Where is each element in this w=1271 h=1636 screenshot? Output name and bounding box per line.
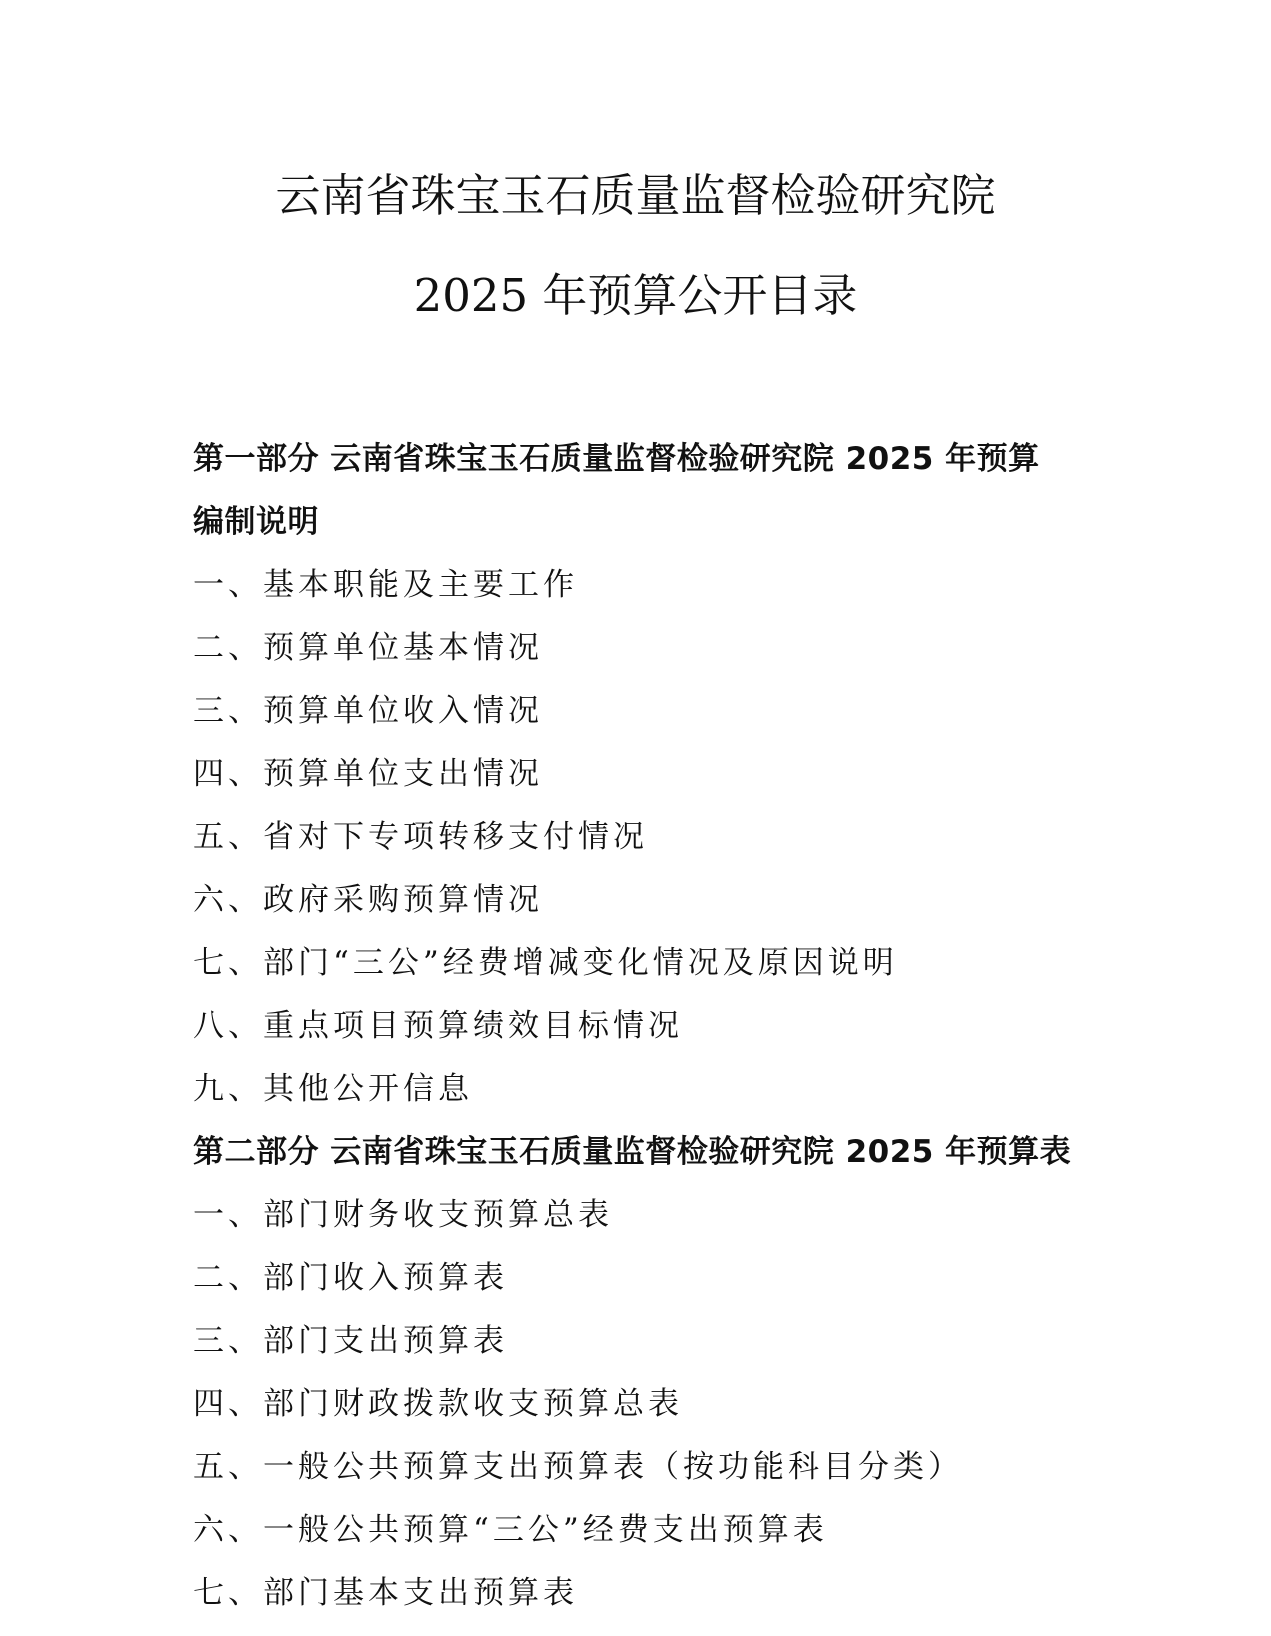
table-of-contents — [193, 428, 1093, 1625]
toc-part-2-heading: 第二部分 云南省珠宝玉石质量监督检验研究院 2025 年预算表 — [193, 1134, 1072, 1170]
document-title-line-2: 2025 年预算公开目录 — [413, 269, 858, 322]
toc-item: 一、基本职能及主要工作 — [193, 567, 578, 603]
toc-item: 七、部门“三公”经费增减变化情况及原因说明 — [193, 945, 898, 981]
toc-item: 三、预算单位收入情况 — [193, 693, 543, 729]
toc-item: 六、政府采购预算情况 — [193, 882, 543, 918]
toc-item: 五、一般公共预算支出预算表（按功能科目分类） — [193, 1449, 963, 1485]
toc-item: 五、省对下专项转移支付情况 — [193, 819, 648, 855]
toc-item: 四、部门财政拨款收支预算总表 — [193, 1386, 683, 1422]
toc-item: 八、重点项目预算绩效目标情况 — [193, 1008, 683, 1044]
toc-item: 六、一般公共预算“三公”经费支出预算表 — [193, 1512, 828, 1548]
toc-item: 二、部门收入预算表 — [193, 1260, 508, 1296]
toc-item: 三、部门支出预算表 — [193, 1323, 508, 1359]
toc-item: 七、部门基本支出预算表 — [193, 1575, 578, 1611]
toc-item: 四、预算单位支出情况 — [193, 756, 543, 792]
document-title-line-1: 云南省珠宝玉石质量监督检验研究院 — [275, 169, 996, 222]
toc-part-1-heading: 第一部分 云南省珠宝玉石质量监督检验研究院 2025 年预算编制说明 — [193, 441, 1040, 540]
toc-item: 二、预算单位基本情况 — [193, 630, 543, 666]
toc-item: 一、部门财务收支预算总表 — [193, 1197, 613, 1233]
toc-item: 九、其他公开信息 — [193, 1071, 473, 1107]
